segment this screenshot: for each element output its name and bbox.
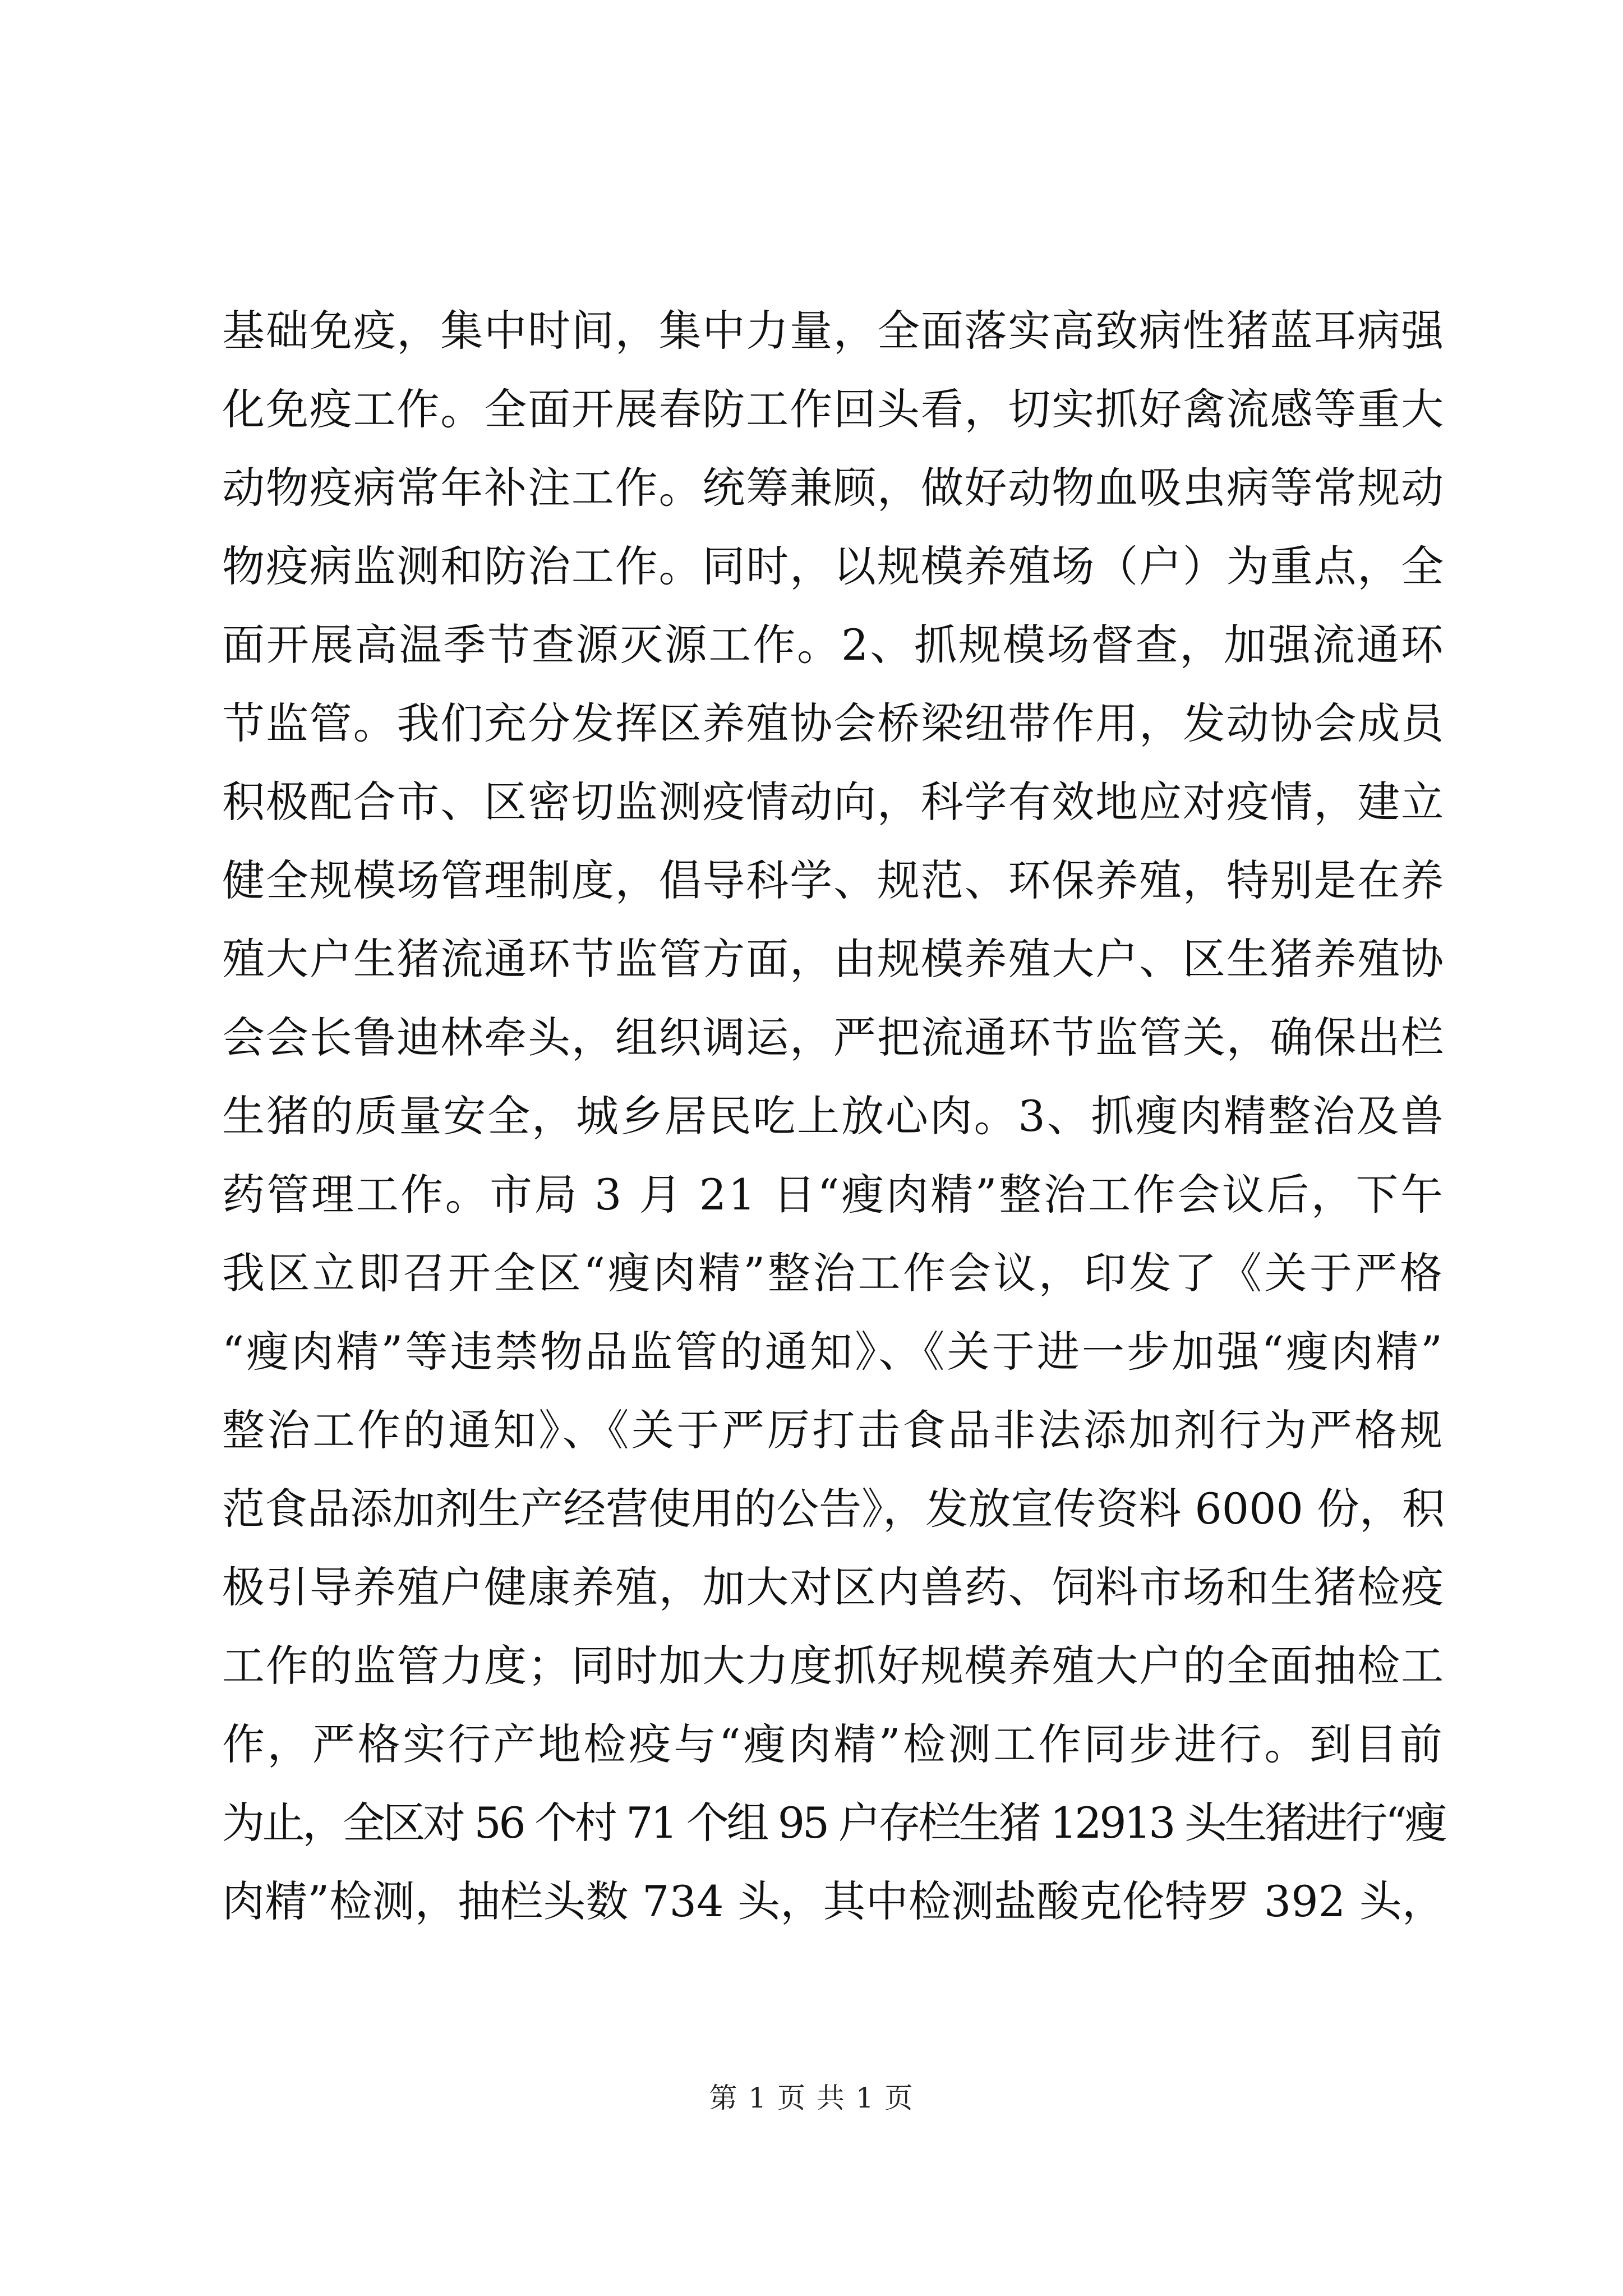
text-line: 健全规模场管理制度，倡导科学、规范、环保养殖，特别是在养 [222,855,1445,905]
text-line: 化免疫工作。全面开展春防工作回头看，切实抓好禽流感等重大 [222,384,1445,434]
text-line: 会会长鲁迪林牵头，组织调运，严把流通环节监管关，确保出栏 [222,1013,1445,1062]
text-line: “瘦肉精”等违禁物品监管的通知》、《关于进一步加强“瘦肉精” [222,1327,1445,1377]
text-line: 为止，全区对 56 个村 71 个组 95 户存栏生猪 12913 头生猪进行“瘦 [222,1798,1445,1848]
page-footer: 第 1 页 共 1 页 [709,2082,914,2114]
text-line: 范食品添加剂生产经营使用的公告》，发放宣传资料 6000 份，积 [222,1484,1445,1534]
text-line: 殖大户生猪流通环节监管方面，由规模养殖大户、区生猪养殖协 [222,934,1445,984]
text-line: 我区立即召开全区“瘦肉精”整治工作会议，印发了《关于严格 [222,1248,1445,1298]
text-line: 物疫病监测和防治工作。同时，以规模养殖场（户）为重点，全 [222,541,1445,591]
text-line: 肉精”检测，抽栏头数 734 头，其中检测盐酸克伦特罗 392 头， [222,1876,1445,1926]
text-line: 面开展高温季节查源灭源工作。2、抓规模场督查，加强流通环 [222,620,1445,670]
text-line: 节监管。我们充分发挥区养殖协会桥梁纽带作用，发动协会成员 [222,698,1445,748]
text-line: 作，严格实行产地检疫与“瘦肉精”检测工作同步进行。到目前 [222,1719,1445,1769]
body-text [222,292,1445,1941]
text-line: 动物疫病常年补注工作。统筹兼顾，做好动物血吸虫病等常规动 [222,463,1445,513]
text-line: 极引导养殖户健康养殖，加大对区内兽药、饲料市场和生猪检疫 [222,1562,1445,1612]
text-line: 工作的监管力度；同时加大力度抓好规模养殖大户的全面抽检工 [222,1641,1445,1691]
text-line: 生猪的质量安全，城乡居民吃上放心肉。3、抓瘦肉精整治及兽 [222,1091,1445,1141]
text-line: 药管理工作。市局 3 月 21 日“瘦肉精”整治工作会议后，下午 [222,1170,1445,1220]
text-line: 基础免疫，集中时间，集中力量，全面落实高致病性猪蓝耳病强 [222,306,1445,356]
text-line: 积极配合市、区密切监测疫情动向，科学有效地应对疫情，建立 [222,777,1445,827]
text-line: 整治工作的通知》、《关于严厉打击食品非法添加剂行为严格规 [222,1405,1445,1455]
